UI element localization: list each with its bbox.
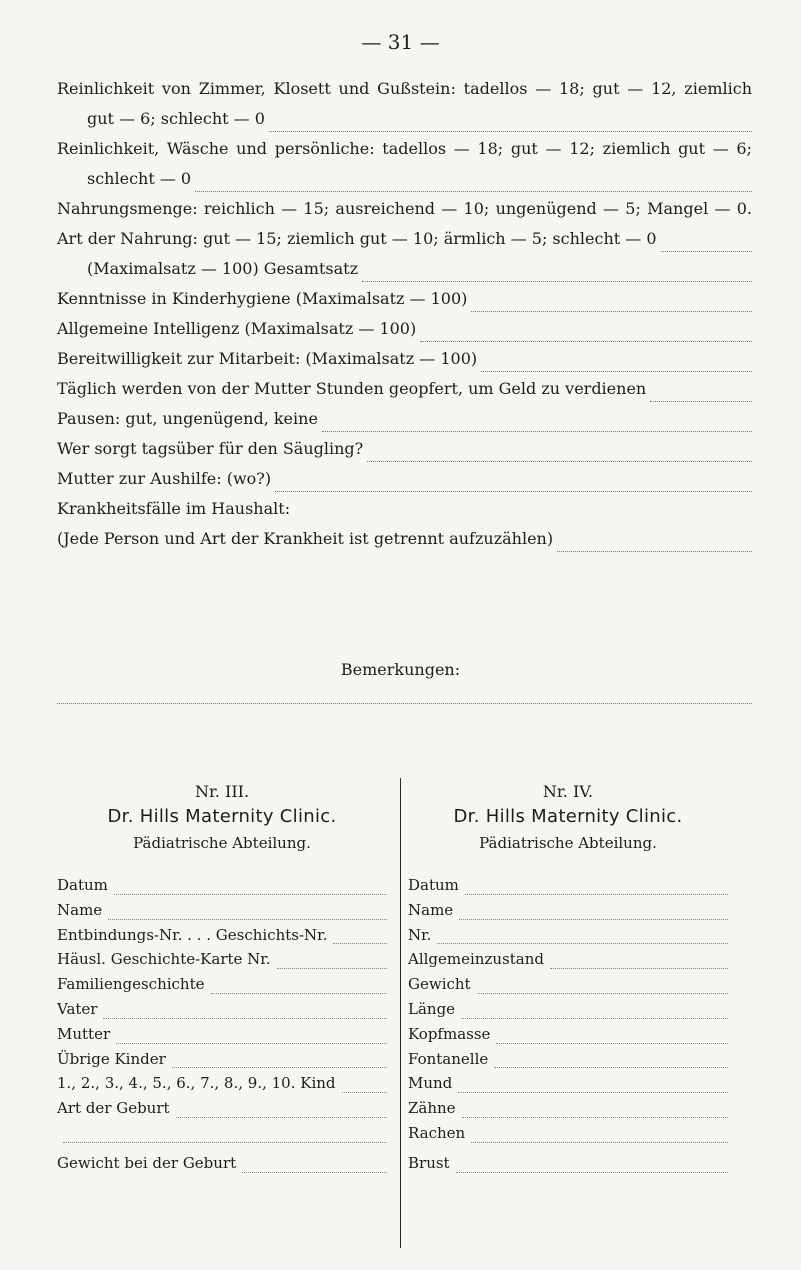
dotted-leader bbox=[242, 1171, 387, 1173]
card-field bbox=[57, 1124, 387, 1149]
card-nr-3 bbox=[57, 782, 387, 1179]
card-nr-4 bbox=[408, 782, 728, 1179]
form-line-text: Pausen: gut, ungenügend, keine bbox=[57, 409, 318, 428]
dotted-leader bbox=[108, 918, 387, 920]
card-field bbox=[57, 876, 387, 901]
card-field bbox=[57, 975, 387, 1000]
dotted-leader bbox=[116, 1042, 387, 1044]
form-lines bbox=[57, 78, 752, 558]
form-line-text: Art der Nahrung: gut — 15; ziemlich gut — 10; ärmlich — 5; schlecht — 0 bbox=[57, 229, 657, 248]
card-clinic-name: Dr. Hills Maternity Clinic. bbox=[107, 806, 337, 827]
form-line-text: Krankheitsfälle im Haushalt: bbox=[57, 499, 291, 518]
card-field-label: Fontanelle bbox=[408, 1049, 489, 1068]
dotted-leader bbox=[661, 250, 752, 252]
card-department: Pädiatrische Abteilung. bbox=[479, 834, 657, 852]
card-field bbox=[408, 1124, 728, 1149]
dotted-leader bbox=[277, 967, 387, 969]
card-field bbox=[57, 1025, 387, 1050]
form-line-text: Reinlichkeit von Zimmer, Klosett und Gußstein: tadellos — 18; gut — 12, ziemlich bbox=[57, 79, 752, 98]
card-field bbox=[57, 1099, 387, 1124]
card-field bbox=[57, 1000, 387, 1025]
card-field-label: Übrige Kinder bbox=[57, 1049, 166, 1068]
form-line bbox=[57, 408, 752, 438]
card-field bbox=[57, 1050, 387, 1075]
dotted-leader bbox=[462, 1116, 728, 1118]
card-field bbox=[408, 950, 728, 975]
card-field-label: Häusl. Geschichte-Karte Nr. bbox=[57, 950, 271, 969]
form-line bbox=[57, 498, 752, 528]
form-line bbox=[57, 348, 752, 378]
card-field bbox=[57, 1154, 387, 1179]
card-field bbox=[408, 901, 728, 926]
form-line-text: Bereitwilligkeit zur Mitarbeit: (Maximalsatz — 100) bbox=[57, 349, 478, 368]
card-field bbox=[57, 950, 387, 975]
card-field bbox=[57, 901, 387, 926]
card-field-label: Gewicht bei der Geburt bbox=[57, 1153, 237, 1172]
dotted-leader bbox=[481, 370, 752, 372]
card-field bbox=[408, 1074, 728, 1099]
card-field-label: Art der Geburt bbox=[57, 1099, 170, 1118]
dotted-leader bbox=[114, 893, 387, 895]
dotted-leader bbox=[172, 1066, 387, 1068]
card-field-label: Datum bbox=[408, 876, 459, 894]
dotted-leader bbox=[461, 1017, 728, 1019]
form-line bbox=[57, 438, 752, 468]
card-clinic-name: Dr. Hills Maternity Clinic. bbox=[453, 806, 683, 827]
form-line-text: Kenntnisse in Kinderhygiene (Maximalsatz — 100) bbox=[57, 289, 468, 308]
card-field-label: Familiengeschichte bbox=[57, 975, 205, 994]
card-field bbox=[408, 1099, 728, 1124]
form-line-text: Allgemeine Intelligenz (Maximalsatz — 100) bbox=[57, 319, 417, 338]
card-field-label: Nr. bbox=[408, 925, 432, 944]
dotted-leader bbox=[63, 1141, 387, 1143]
form-line-text: Wer sorgt tagsüber für den Säugling? bbox=[57, 439, 364, 458]
card-divider bbox=[400, 778, 401, 1248]
card-field bbox=[408, 1025, 728, 1050]
card-department: Pädiatrische Abteilung. bbox=[133, 834, 311, 852]
remarks-dotted-line bbox=[57, 702, 752, 704]
dotted-leader bbox=[269, 130, 752, 132]
form-line-text: schlecht — 0 bbox=[87, 169, 192, 188]
card-field-label: Name bbox=[408, 900, 454, 919]
form-line-text: (Maximalsatz — 100) Gesamtsatz bbox=[87, 259, 358, 278]
card-number: Nr. III. bbox=[194, 782, 250, 801]
card-field-label: Mund bbox=[408, 1074, 453, 1093]
card-field-label: Gewicht bbox=[408, 975, 471, 994]
form-line-text: Nahrungsmenge: reichlich — 15; ausreichend — 10; ungenügend — 5; Mangel — 0. bbox=[57, 199, 752, 218]
remarks-title: Bemerkungen: bbox=[340, 660, 461, 679]
dotted-leader bbox=[437, 942, 728, 944]
card-field-label: Länge bbox=[408, 999, 456, 1018]
form-line bbox=[57, 378, 752, 408]
dotted-leader bbox=[333, 942, 387, 944]
dotted-leader bbox=[458, 1091, 728, 1093]
dotted-leader bbox=[557, 550, 752, 552]
form-line bbox=[57, 468, 752, 498]
dotted-leader bbox=[494, 1066, 728, 1068]
dotted-leader bbox=[459, 918, 728, 920]
form-line bbox=[57, 258, 752, 288]
form-line-text: gut — 6; schlecht — 0 bbox=[87, 109, 265, 128]
form-line bbox=[57, 108, 752, 138]
card-field-label: Name bbox=[57, 900, 103, 919]
dotted-leader bbox=[477, 992, 728, 994]
dotted-leader bbox=[103, 1017, 387, 1019]
form-line-text: Mutter zur Aushilfe: (wo?) bbox=[57, 469, 272, 488]
card-field bbox=[408, 975, 728, 1000]
card-field-label: Mutter bbox=[57, 1024, 111, 1043]
dotted-leader bbox=[420, 340, 752, 342]
card-fields bbox=[408, 876, 728, 1179]
dotted-leader bbox=[367, 460, 752, 462]
form-line-text: Reinlichkeit, Wäsche und persönliche: tadellos — 18; gut — 12; ziemlich gut — 6; bbox=[57, 139, 752, 158]
dotted-leader bbox=[176, 1116, 387, 1118]
form-line bbox=[57, 78, 752, 108]
card-field bbox=[408, 876, 728, 901]
card-field bbox=[57, 926, 387, 951]
form-line bbox=[57, 138, 752, 168]
dotted-leader bbox=[465, 893, 728, 895]
form-line bbox=[57, 288, 752, 318]
card-field-label: Kopfmasse bbox=[408, 1024, 491, 1043]
card-field bbox=[408, 926, 728, 951]
form-line bbox=[57, 228, 752, 258]
dotted-leader bbox=[550, 967, 728, 969]
card-field-label: Datum bbox=[57, 876, 108, 894]
card-field-label: Rachen bbox=[408, 1123, 466, 1142]
card-field bbox=[408, 1154, 728, 1179]
card-field-label: Entbindungs-Nr. . . . Geschichts-Nr. bbox=[57, 925, 328, 944]
dotted-leader bbox=[275, 490, 752, 492]
card-field bbox=[408, 1000, 728, 1025]
page-number: — 31 — bbox=[361, 30, 440, 54]
card-fields bbox=[57, 876, 387, 1179]
dotted-leader bbox=[322, 430, 752, 432]
card-field-label: Vater bbox=[57, 999, 98, 1018]
dotted-leader bbox=[471, 310, 752, 312]
card-field bbox=[57, 1074, 387, 1099]
dotted-leader bbox=[362, 280, 752, 282]
card-field bbox=[408, 1050, 728, 1075]
form-line bbox=[57, 198, 752, 228]
form-line-text: Täglich werden von der Mutter Stunden geopfert, um Geld zu verdienen bbox=[57, 379, 647, 398]
dotted-leader bbox=[496, 1042, 728, 1044]
dotted-leader bbox=[342, 1091, 387, 1093]
card-field-label: 1., 2., 3., 4., 5., 6., 7., 8., 9., 10. Kind bbox=[57, 1074, 336, 1093]
card-field-label: Allgemeinzustand bbox=[408, 950, 544, 969]
dotted-leader bbox=[650, 400, 752, 402]
card-field-label: Brust bbox=[408, 1153, 450, 1172]
dotted-leader bbox=[471, 1141, 728, 1143]
form-line bbox=[57, 168, 752, 198]
card-number: Nr. IV. bbox=[542, 782, 594, 801]
form-line-text: (Jede Person und Art der Krankheit ist getrennt aufzuzählen) bbox=[57, 529, 554, 548]
dotted-leader bbox=[211, 992, 388, 994]
card-field-label: Zähne bbox=[408, 1099, 456, 1118]
form-line bbox=[57, 528, 752, 558]
form-line bbox=[57, 318, 752, 348]
dotted-leader bbox=[456, 1171, 728, 1173]
dotted-leader bbox=[195, 190, 752, 192]
